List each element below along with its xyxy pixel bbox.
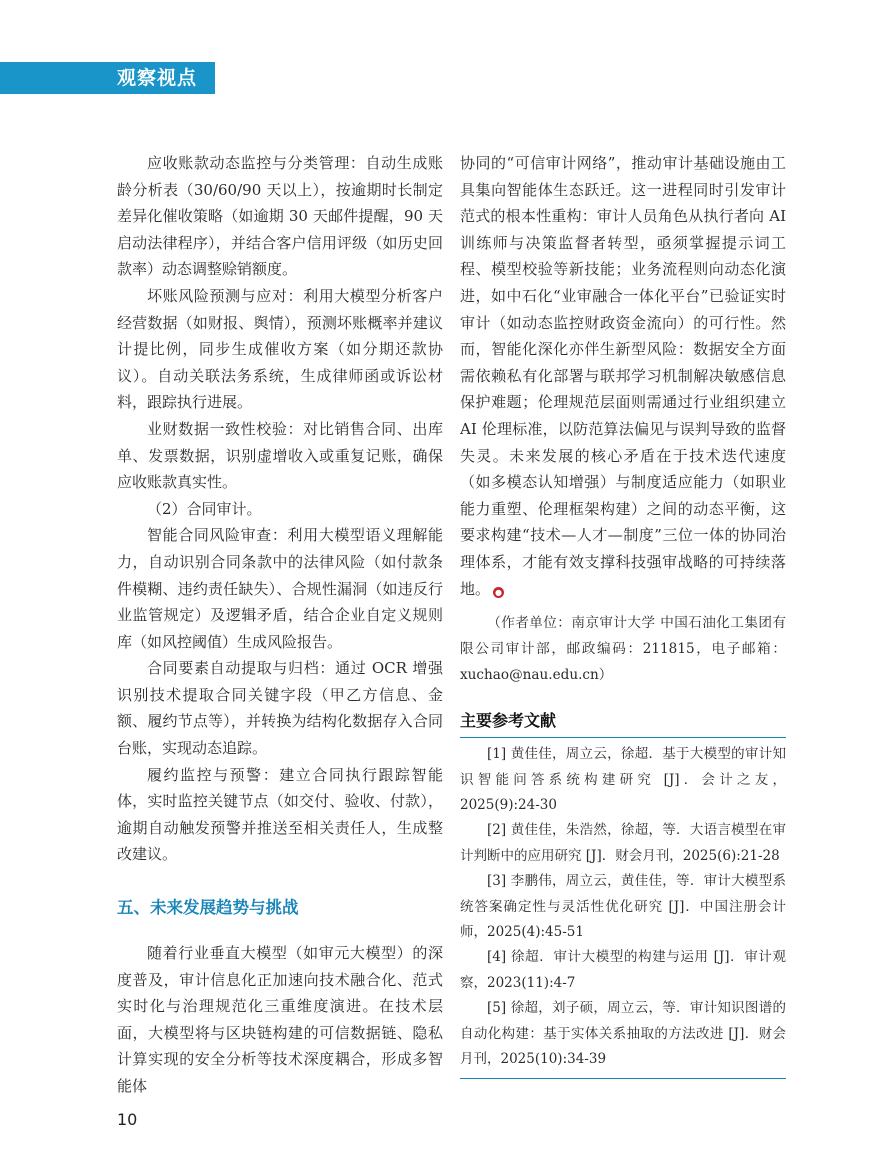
reference-item: [2] 黄佳佳，朱浩然，徐超，等．大语言模型在审计判断中的应用研究 [J]．财会月刊，2025(6):21-28 bbox=[460, 822, 786, 864]
author-affiliation: （作者单位：南京审计大学 中国石油化工集团有限公司审计部，邮政编码：211815，电子邮箱：xuchao@nau.edu.cn） bbox=[460, 615, 786, 684]
paragraph: 履约监控与预警：建立合同执行跟踪智能体，实时监控关键节点（如交付、验收、付款），逾期自动触发预警并推送至相关责任人，生成整改建议。 bbox=[117, 765, 443, 864]
paragraph: 随着行业垂直大模型（如审元大模型）的深度普及，审计信息化正加速向技术融合化、范式实时化与治理规范化三重维度演进。在技术层面，大模型将与区块链构建的可信数据链、隐私计算实现的安全分析等技术深度耦合，形成多智能体 bbox=[117, 944, 443, 1095]
section-heading: 五、未来发展趋势与挑战 bbox=[117, 898, 299, 918]
reference-item: [5] 徐超，刘子硕，周立云，等．审计知识图谱的自动化构建：基于实体关系抽取的方法改进 [J]．财会月刊，2025(10):34-39 bbox=[460, 1000, 786, 1067]
paragraph: 应收账款动态监控与分类管理：自动生成账龄分析表（30/60/90 天以上），按逾期时长制定差异化催收策略（如逾期 30 天邮件提醒，90 天启动法律程序），并结合客户信用评级（如历史回款率）动态调整赊销额度。 bbox=[117, 154, 443, 279]
references-list bbox=[460, 737, 786, 1079]
section-title: 观察视点 bbox=[117, 67, 198, 89]
subsection-label: （2）合同审计。 bbox=[147, 499, 262, 518]
paragraph: 合同要素自动提取与归档：通过 OCR 增强识别技术提取合同关键字段（甲乙方信息、金额、履约节点等），并转换为结构化数据存入合同台账，实现动态追踪。 bbox=[117, 659, 443, 758]
page-number: 10 bbox=[117, 1110, 138, 1129]
paragraph: 智能合同风险审查：利用大模型语义理解能力，自动识别合同条款中的法律风险（如付款条件模糊、违约责任缺失）、合规性漏洞（如违反行业监管规定）及逻辑矛盾，结合企业自定义规则库（如风控阈值）生成风险报告。 bbox=[117, 526, 443, 651]
paragraph-text: 协同的“可信审计网络”，推动审计基础设施由工具集向智能体生态跃迁。这一进程同时引发审计范式的根本性重构：审计人员角色从执行者向 AI 训练师与决策监督者转型，亟须掌握提示词工程、模型校验等新技能；业务流程则向动态化演进，如中石化“业审融合一体化平台”已验证实时审计（如动态监控财政资金流向）的可行性。然而，智能化深化亦伴生新型风险：数据安全方面需依赖私有化部署与联邦学习机制解决敏感信息保护难题；伦理规范层面则需通过行业组织建立 AI 伦理标准，以防范算法偏见与误判导致的监督失灵。未来发展的核心矛盾在于技术迭代速度（如多模态认知增强）与制度适应能力（如职业能力重塑、伦理框架构建）之间的动态平衡，这要求构建“技术—人才—制度”三位一体的协同治理体系，才能有效支撑科技强审战略的可持续落地。 bbox=[460, 154, 786, 598]
paragraph-continued bbox=[460, 150, 786, 602]
references-heading: 主要参考文献 bbox=[460, 711, 557, 731]
reference-item: [1] 黄佳佳，周立云，徐超．基于大模型的审计知识智能问答系统构建研究 [J]．会计之友，2025(9):24-30 bbox=[460, 746, 786, 813]
right-column bbox=[460, 150, 786, 1079]
paragraph: 业财数据一致性校验：对比销售合同、出库单、发票数据，识别虚增收入或重复记账，确保应收账款真实性。 bbox=[117, 419, 443, 492]
paragraph: 坏账风险预测与应对：利用大模型分析客户经营数据（如财报、舆情），预测坏账概率并建议计提比例，同步生成催收方案（如分期还款协议）。自动关联法务系统，生成律师函或诉讼材料，跟踪执行进展。 bbox=[117, 286, 443, 412]
reference-item: [4] 徐超．审计大模型的构建与运用 [J]．审计观察，2023(11):4-7 bbox=[460, 949, 786, 991]
end-mark-icon: ● bbox=[493, 587, 504, 598]
left-column bbox=[117, 150, 443, 1100]
reference-item: [3] 李鹏伟，周立云，黄佳佳，等．审计大模型系统答案确定性与灵活性优化研究 [J]．中国注册会计师，2025(4):45-51 bbox=[460, 873, 786, 940]
